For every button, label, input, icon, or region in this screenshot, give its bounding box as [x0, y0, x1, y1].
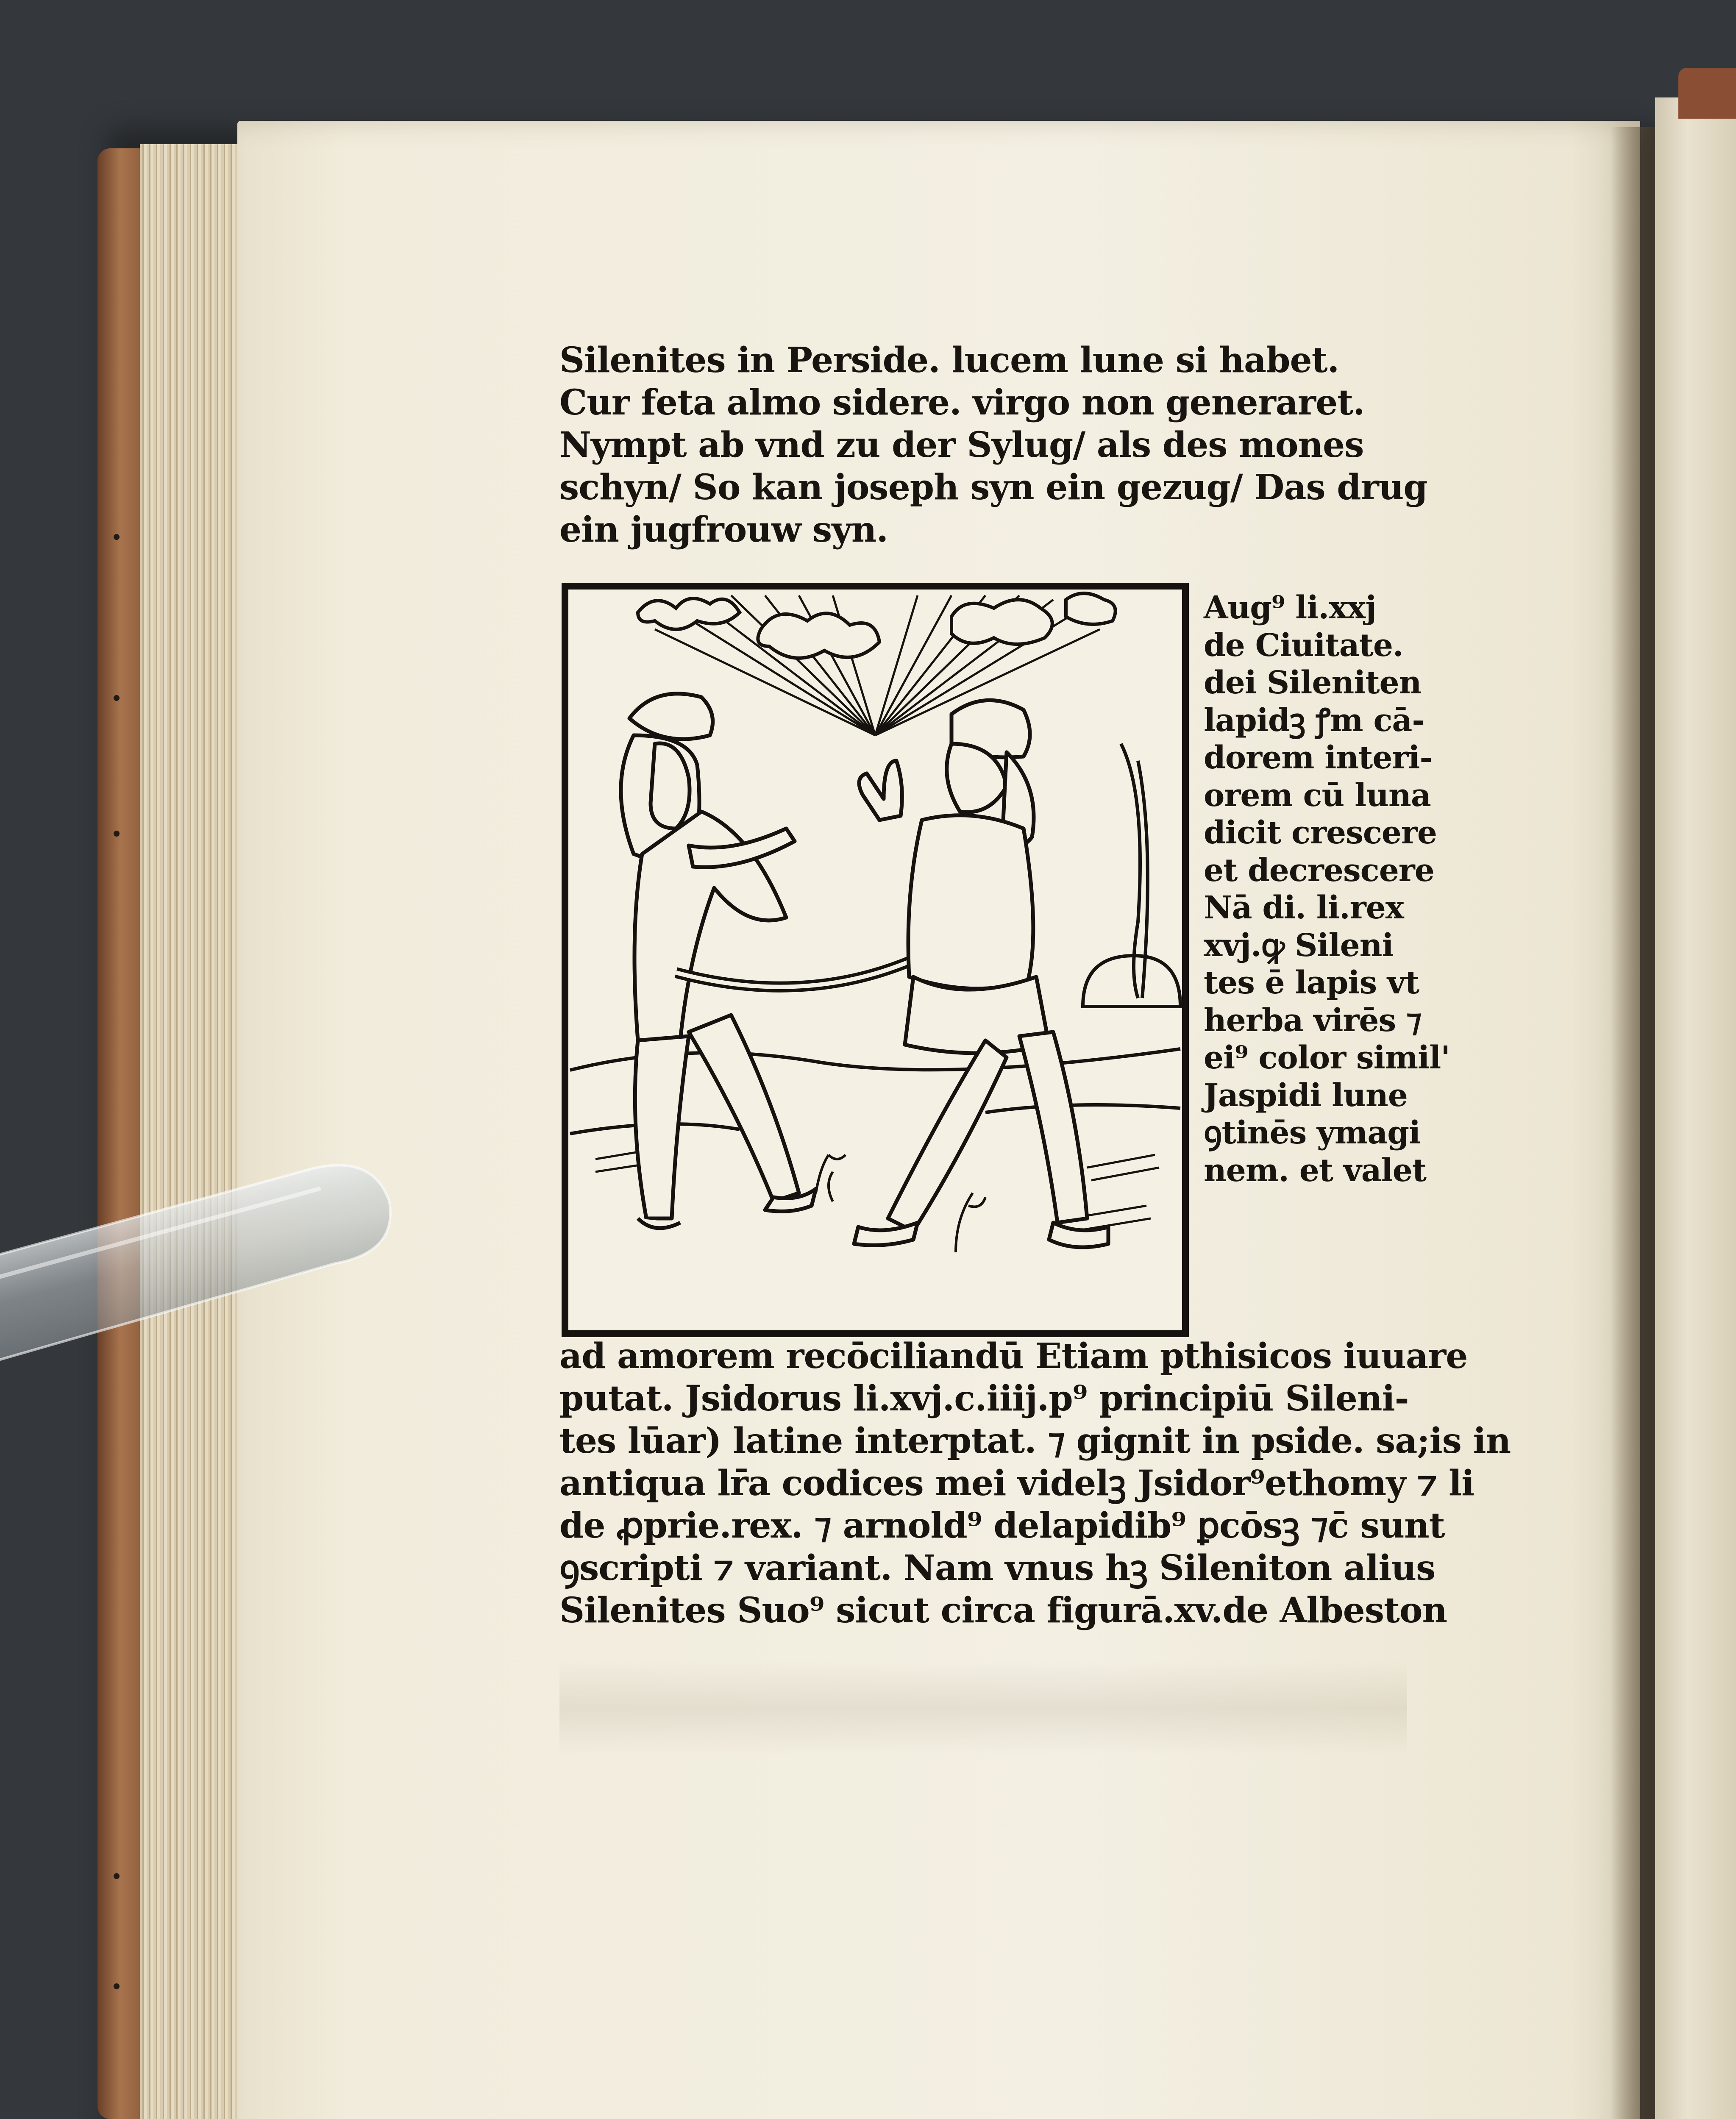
gloss-line: tes ē lapis vt [1204, 965, 1419, 1001]
gloss-line: Nā di. li.rex [1204, 890, 1404, 926]
commentary-line: ꝯscripti ⁊ variant. Nam vnus hꝫ Sileniton alius [559, 1548, 1436, 1588]
gloss-line: lapidꝫ ꝭm cā- [1204, 702, 1425, 739]
gloss-line: herba virēs ⁊ [1204, 1002, 1422, 1039]
gloss-line: Jaspidi lune [1204, 1077, 1408, 1114]
gloss-line: dicit crescere [1204, 815, 1437, 851]
gloss-line: nem. et valet [1204, 1152, 1427, 1189]
binding-dot [114, 1873, 120, 1879]
commentary-line: putat. Jsidorus li.xvj.c.iiij.p⁹ principiū Sileni- [559, 1378, 1409, 1419]
commentary-line: Silenites Suo⁹ sicut circa figurā.xv.de Albeston [559, 1590, 1447, 1631]
verse-line: Nympt ab vnd zu der Sylug/ als des mones [559, 425, 1364, 465]
binding-dot [114, 695, 120, 701]
page-stack [140, 144, 246, 2119]
verse-block [559, 339, 1427, 551]
bleed-through-shadow [559, 1661, 1407, 1755]
binding-dot [114, 534, 120, 540]
verse-line: Silenites in Perside. lucem lune si habet. [559, 340, 1339, 381]
commentary-line: ad amorem recōciliandū Etiam pthisicos iuuare [559, 1336, 1468, 1377]
gloss-line: dorem interi- [1204, 740, 1433, 776]
verse-line: ein jugfrouw syn. [559, 509, 888, 550]
commentary-block [559, 1335, 1511, 1632]
gloss-line: xvj.ꝙ Sileni [1204, 927, 1394, 964]
commentary-line: de ꝓprie.rex. ⁊ arnold⁹ delapidib⁹ ꝑcōsꝫ ⁊c̄ sunt [559, 1505, 1445, 1546]
facing-page-edge [1655, 97, 1736, 2119]
gloss-line: de Ciuitate. [1204, 627, 1403, 664]
verse-line: schyn/ So kan joseph syn ein gezug/ Das drug [559, 467, 1427, 508]
gloss-line: ei⁹ color simil' [1204, 1040, 1450, 1076]
gloss-line: dei Sileniten [1204, 665, 1422, 701]
gloss-line: et decrescere [1204, 852, 1434, 889]
woodcut-illustration-icon [562, 583, 1189, 1337]
facing-cover-corner [1678, 68, 1736, 119]
gloss-line: orem cū luna [1204, 777, 1431, 814]
binding-dot [114, 831, 120, 837]
gloss-line: Aug⁹ li.xxj [1204, 590, 1377, 626]
gloss-line: ꝯtinēs ymagi [1204, 1115, 1421, 1151]
commentary-line: antiqua lr̄a codices mei videlꝫ Jsidor⁹ethomy ⁊ li [559, 1463, 1474, 1504]
book-gutter [1611, 127, 1661, 2119]
verse-line: Cur feta almo sidere. virgo non generaret. [559, 382, 1365, 423]
commentary-line: tes lūar) latine interptat. ⁊ gignit in pside. sa;is in [559, 1421, 1511, 1461]
binding-dot [114, 1983, 120, 1989]
side-gloss-column [1204, 589, 1458, 1189]
